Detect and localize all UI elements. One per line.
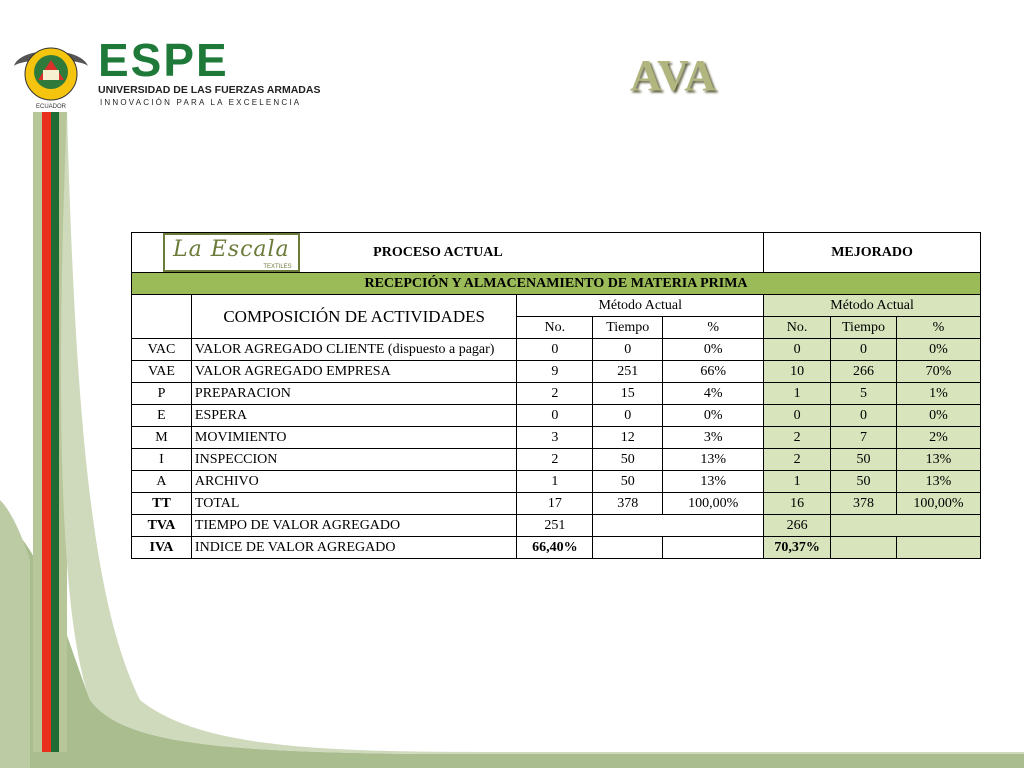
row-mejorado-tiempo: 0 [831,339,897,361]
row-actual-no: 9 [517,361,593,383]
table-row [132,471,981,493]
row-actual-no: 1 [517,471,593,493]
mejorado-heading: MEJORADO [764,233,981,273]
row-actual-pct: 13% [663,449,764,471]
metodo-mejorado-heading: Método Actual [764,295,981,317]
row-actual-pct: 4% [663,383,764,405]
row-code: A [132,471,192,493]
header-cell [132,233,764,273]
row-mejorado-tiempo: 266 [831,361,897,383]
row-mejorado-no: 0 [764,339,831,361]
table-row [132,449,981,471]
row-actual-tiempo: 0 [593,339,663,361]
table-row-iva: IVA INDICE DE VALOR AGREGADO 66,40% 70,37% [132,537,981,559]
svg-text:INNOVACIÓN PARA LA EXCELENCIA: INNOVACIÓN PARA LA EXCELENCIA [100,98,302,107]
row-actual-no: 3 [517,427,593,449]
row-actual-pct: 66% [663,361,764,383]
row-mejorado-no: 10 [764,361,831,383]
svg-text:ESPE: ESPE [98,38,229,86]
row-mejorado-tiempo: 5 [831,383,897,405]
row-desc: VALOR AGREGADO EMPRESA [191,361,516,383]
table-row [132,361,981,383]
row-mejorado-pct: 0% [897,339,981,361]
ava-table [131,232,981,559]
col-pct: % [663,317,764,339]
row-code: P [132,383,192,405]
composicion-heading: COMPOSICIÓN DE ACTIVIDADES [191,295,516,339]
blank-cell [132,295,192,339]
col-tiempo: Tiempo [593,317,663,339]
row-desc: INSPECCION [191,449,516,471]
svg-text:ECUADOR: ECUADOR [35,104,67,110]
row-desc: ESPERA [191,405,516,427]
metodo-actual-heading: Método Actual [517,295,764,317]
row-desc: ARCHIVO [191,471,516,493]
row-mejorado-tiempo: 0 [831,405,897,427]
col-tiempo-mejorado: Tiempo [831,317,897,339]
proceso-actual-heading: PROCESO ACTUAL [373,245,503,260]
row-mejorado-no: 1 [764,383,831,405]
row-mejorado-pct: 1% [897,383,981,405]
row-mejorado-pct: 70% [897,361,981,383]
row-actual-tiempo: 0 [593,405,663,427]
row-actual-no: 0 [517,405,593,427]
col-no: No. [517,317,593,339]
espe-logo [10,38,340,110]
row-actual-no: 0 [517,339,593,361]
row-mejorado-pct: 2% [897,427,981,449]
row-actual-tiempo: 50 [593,471,663,493]
row-code: M [132,427,192,449]
row-code: VAE [132,361,192,383]
row-actual-no: 2 [517,449,593,471]
table-row [132,405,981,427]
col-no-mejorado: No. [764,317,831,339]
row-actual-pct: 0% [663,405,764,427]
row-mejorado-pct: 13% [897,449,981,471]
row-actual-pct: 3% [663,427,764,449]
row-actual-tiempo: 50 [593,449,663,471]
row-actual-tiempo: 12 [593,427,663,449]
row-mejorado-pct: 0% [897,405,981,427]
col-pct-mejorado: % [897,317,981,339]
slide-title: AVA [630,51,717,100]
row-mejorado-tiempo: 50 [831,449,897,471]
table-row-tva: TVA TIEMPO DE VALOR AGREGADO 251 266 [132,515,981,537]
row-mejorado-no: 0 [764,405,831,427]
row-actual-pct: 13% [663,471,764,493]
row-mejorado-no: 2 [764,427,831,449]
row-desc: PREPARACION [191,383,516,405]
row-desc: VALOR AGREGADO CLIENTE (dispuesto a pagar) [191,339,516,361]
row-mejorado-no: 1 [764,471,831,493]
row-mejorado-tiempo: 7 [831,427,897,449]
row-actual-tiempo: 251 [593,361,663,383]
row-actual-no: 2 [517,383,593,405]
row-code: E [132,405,192,427]
table-row [132,339,981,361]
table-row [132,427,981,449]
row-actual-tiempo: 15 [593,383,663,405]
row-mejorado-tiempo: 50 [831,471,897,493]
row-mejorado-no: 2 [764,449,831,471]
row-actual-pct: 0% [663,339,764,361]
row-mejorado-pct: 13% [897,471,981,493]
row-desc: MOVIMIENTO [191,427,516,449]
crest-icon [14,48,88,100]
svg-text:UNIVERSIDAD DE LAS FUERZAS ARM: UNIVERSIDAD DE LAS FUERZAS ARMADAS [98,84,321,96]
table-row [132,383,981,405]
table-row-total: TT TOTAL 17 378 100,00% 16 378 100,00% [132,493,981,515]
row-code: VAC [132,339,192,361]
brand-logo: La Escala TEXTILES [163,233,300,272]
row-code: I [132,449,192,471]
section-heading: RECEPCIÓN Y ALMACENAMIENTO DE MATERIA PRIMA [132,273,981,295]
